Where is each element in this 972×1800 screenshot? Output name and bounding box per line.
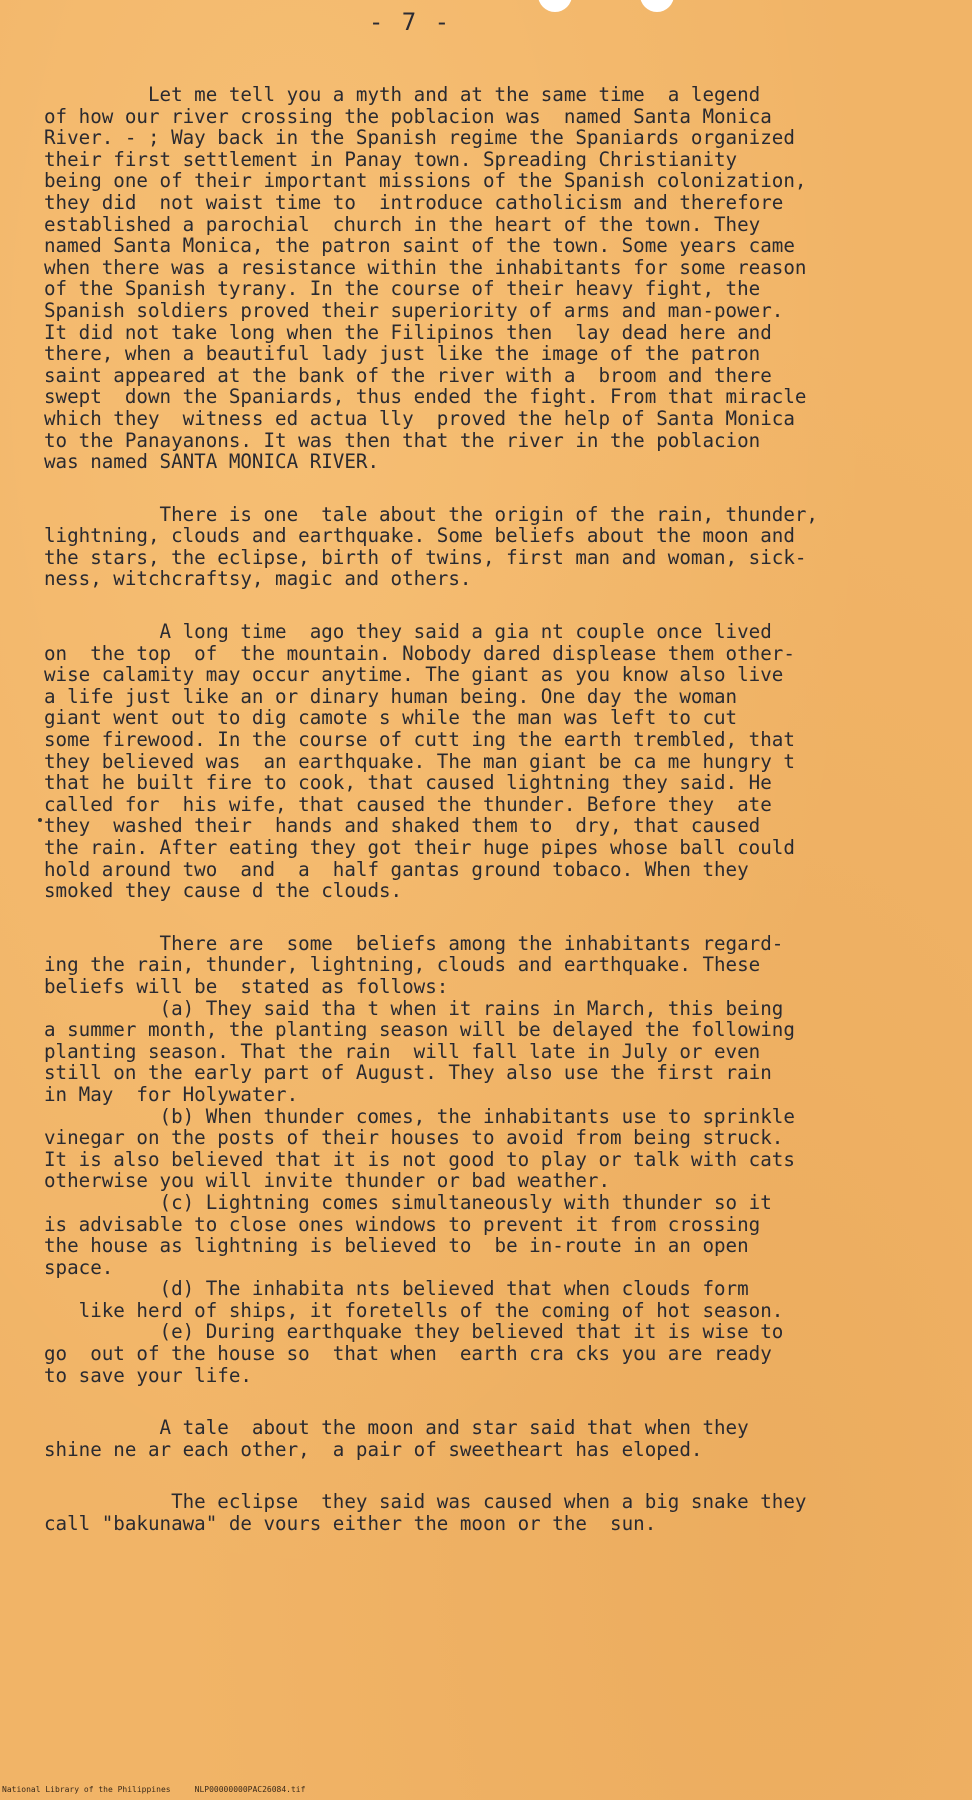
- text-line: the stars, the eclipse, birth of twins, first man and woman, sick-: [44, 545, 807, 569]
- scan-footer: National Library of the Philippines NLP00000000PAC26084.tif: [2, 1785, 306, 1794]
- text-line: their first settlement in Panay town. Spreading Christianity: [44, 147, 738, 171]
- text-line: A long time ago they said a gia nt couple once lived: [44, 620, 772, 644]
- text-line: which they witness ed actua lly proved the help of Santa Monica: [44, 406, 795, 430]
- text-line: Spanish soldiers proved their superiority of arms and man-power.: [44, 298, 784, 322]
- text-line: in May for Holywater.: [44, 1082, 299, 1106]
- paragraph-beliefs: [44, 933, 924, 1386]
- text-line: to the Panayanons. It was then that the river in the poblacion: [44, 428, 761, 452]
- text-line: some firewood. In the course of cutt ing the earth trembled, that: [44, 728, 795, 752]
- text-line: ness, witchcraftsy, magic and others.: [44, 567, 472, 591]
- paragraph-eclipse: [44, 1491, 924, 1534]
- text-line: of how our river crossing the poblacion was named Santa Monica: [44, 104, 772, 128]
- page-number: - 7 -: [368, 8, 452, 36]
- text-line: The eclipse they said was caused when a big snake they: [44, 1490, 807, 1514]
- text-line: called for his wife, that caused the thunder. Before they ate: [44, 792, 772, 816]
- text-line: still on the early part of August. They also use the first rain: [44, 1061, 772, 1085]
- text-line: to save your life.: [44, 1363, 252, 1387]
- text-line: they washed their hands and shaked them to dry, that caused: [44, 814, 761, 838]
- text-line: they believed was an earthquake. The man giant be ca me hungry t: [44, 749, 795, 773]
- text-line: established a parochial church in the heart of the town. They: [44, 212, 761, 236]
- text-line: (c) Lightning comes simultaneously with thunder so it: [44, 1190, 772, 1214]
- paragraph-giant-couple: [44, 621, 924, 902]
- text-line: smoked they cause d the clouds.: [44, 879, 403, 903]
- text-line: There are some beliefs among the inhabitants regard-: [44, 931, 784, 955]
- text-line: River. - ; Way back in the Spanish regime the Spaniards organized: [44, 126, 795, 150]
- text-line: lightning, clouds and earthquake. Some beliefs about the moon and: [44, 524, 795, 548]
- text-line: named Santa Monica, the patron saint of the town. Some years came: [44, 234, 795, 258]
- text-line: on the top of the mountain. Nobody dared displease them other-: [44, 641, 795, 665]
- text-line: a summer month, the planting season will be delayed the following: [44, 1018, 795, 1042]
- text-line: giant went out to dig camote s while the man was left to cut: [44, 706, 738, 730]
- text-line: (d) The inhabita nts believed that when clouds form: [44, 1277, 749, 1301]
- text-line: ing the rain, thunder, lightning, clouds and earthquake. These: [44, 953, 761, 977]
- text-line: planting season. That the rain will fall late in July or even: [44, 1039, 761, 1063]
- text-line: saint appeared at the bank of the river with a broom and there: [44, 363, 772, 387]
- text-line: wise calamity may occur anytime. The giant as you know also live: [44, 663, 784, 687]
- text-line: shine ne ar each other, a pair of sweetheart has eloped.: [44, 1437, 703, 1461]
- text-line: hold around two and a half gantas ground tobaco. When they: [44, 857, 749, 881]
- paragraph-tale-intro: [44, 504, 924, 590]
- text-line: of the Spanish tyrany. In the course of their heavy fight, the: [44, 277, 761, 301]
- text-line: beliefs will be stated as follows:: [44, 974, 449, 998]
- text-line: when there was a resistance within the inhabitants for some reason: [44, 255, 807, 279]
- text-line: go out of the house so that when earth cra cks you are ready: [44, 1342, 772, 1366]
- document-body: [44, 84, 924, 1566]
- text-line: was named SANTA MONICA RIVER.: [44, 450, 380, 474]
- text-line: (e) During earthquake they believed that it is wise to: [44, 1320, 784, 1344]
- text-line: (b) When thunder comes, the inhabitants use to sprinkle: [44, 1104, 795, 1128]
- ink-speck: [38, 818, 42, 822]
- text-line: being one of their important missions of the Spanish colonization,: [44, 169, 807, 193]
- text-line: that he built fire to cook, that caused lightning they said. He: [44, 771, 772, 795]
- text-line: they did not waist time to introduce catholicism and therefore: [44, 190, 784, 214]
- text-line: the rain. After eating they got their huge pipes whose ball could: [44, 836, 795, 859]
- text-line: It did not take long when the Filipinos then lay dead here and: [44, 320, 772, 344]
- text-line: like herd of ships, it foretells of the coming of hot season.: [44, 1298, 784, 1322]
- text-line: vinegar on the posts of their houses to avoid from being struck.: [44, 1126, 784, 1150]
- text-line: swept down the Spaniards, thus ended the fight. From that miracle: [44, 385, 807, 409]
- text-line: Let me tell you a myth and at the same time a legend: [44, 83, 761, 106]
- text-line: There is one tale about the origin of the rain, thunder,: [44, 502, 818, 526]
- paragraph-santa-monica-legend: [44, 84, 924, 473]
- text-line: is advisable to close ones windows to prevent it from crossing: [44, 1212, 761, 1236]
- text-line: A tale about the moon and star said that when they: [44, 1416, 749, 1440]
- text-line: there, when a beautiful lady just like the image of the patron: [44, 342, 761, 366]
- text-line: space.: [44, 1255, 114, 1279]
- text-line: call "bakunawa" de vours either the moon or the sun.: [44, 1512, 657, 1536]
- text-line: the house as lightning is believed to be in-route in an open: [44, 1234, 749, 1258]
- text-line: otherwise you will invite thunder or bad weather.: [44, 1169, 611, 1193]
- paragraph-moon-star: [44, 1417, 924, 1460]
- text-line: (a) They said tha t when it rains in March, this being: [44, 996, 784, 1020]
- text-line: a life just like an or dinary human being. One day the woman: [44, 684, 738, 708]
- text-line: It is also believed that it is not good to play or talk with cats: [44, 1147, 795, 1171]
